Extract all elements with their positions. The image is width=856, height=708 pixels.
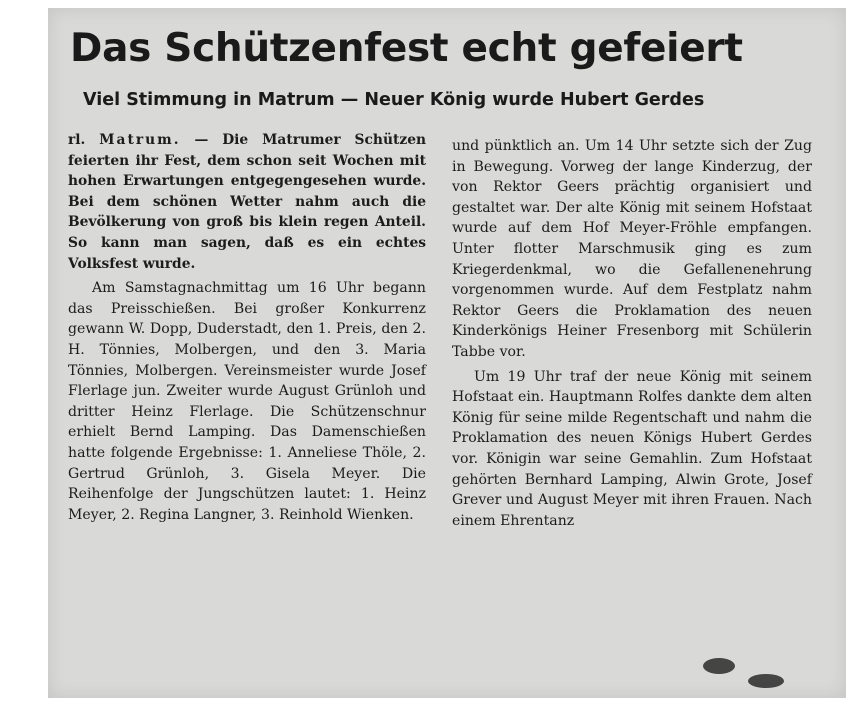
byline-place: Matrum. [99,132,181,148]
ink-smudge [748,674,784,688]
article-paragraph-2: und pünktlich an. Um 14 Uhr setzte sich der Zug in Bewegung. Vorweg der lange Kinderzug, der von Rektor Geers prächtig organisiert und gestaltet war. Der alte König mit seinem Hofstaat wurde auf dem Hof Meyer-Fröhle empfangen. Unter flotter Marschmusik ging es zum Kriegerdenkmal, wo die Gefallenenehrung vorgenommen wurde. Auf dem Festplatz nahm Rektor Geers die Proklamation des neuen Kinderkönigs Heiner Fresenborg mit Schülerin Tabbe vor. [452,138,812,360]
article-paragraph-1: Am Samstagnachmittag um 16 Uhr begann das Preisschießen. Bei großer Konkurrenz gewann W. Dopp, Duderstadt, den 1. Preis, den 2. H. Tönnies, Molbergen, und den 3. Maria Tönnies, Molbergen. Vereinsmeister wurde Josef Flerlage jun. Zweiter wurde August Grünloh und dritter Heinz Flerlage. Die Schützenschnur erhielt Bernd Lamping. Das Damenschießen hatte folgende Ergebnisse: 1. Anneliese Thöle, 2. Gertrud Grünloh, 3. Gisela Meyer. Die Reihenfolge der Jungschützen lautet: 1. Heinz Meyer, 2. Regina Langner, 3. Reinhold Wienken. [68,280,426,523]
article-headline: Das Schützenfest echt gefeiert [70,26,743,71]
article-column-left [68,130,426,525]
ink-smudge [703,658,735,674]
newspaper-clipping [48,8,846,698]
article-subheadline: Viel Stimmung in Matrum — Neuer König wurde Hubert Gerdes [83,90,705,110]
article-paragraph-3: Um 19 Uhr traf der neue König mit seinem Hofstaat ein. Hauptmann Rolfes dankte dem alten König für seine milde Regentschaft und nahm die Proklamation des neuen Königs Hubert Gerdes vor. Königin war seine Gemahlin. Zum Hofstaat gehörten Bernhard Lamping, Alwin Grote, Josef Grever und August Meyer mit ihren Frauen. Nach einem Ehrentanz [452,368,812,529]
article-column-right [452,136,812,531]
lead-text: — Die Matrumer Schützen feierten ihr Fest, dem schon seit Wochen mit hohen Erwartungen entgegengesehen wurde. Bei dem schönen Wetter nahm auch die Bevölkerung von groß bis klein regen Anteil. So kann man sagen, daß es ein echtes Volksfest wurde. [68,132,427,272]
article-lead-paragraph [68,130,426,274]
byline-prefix: rl. [68,132,86,148]
